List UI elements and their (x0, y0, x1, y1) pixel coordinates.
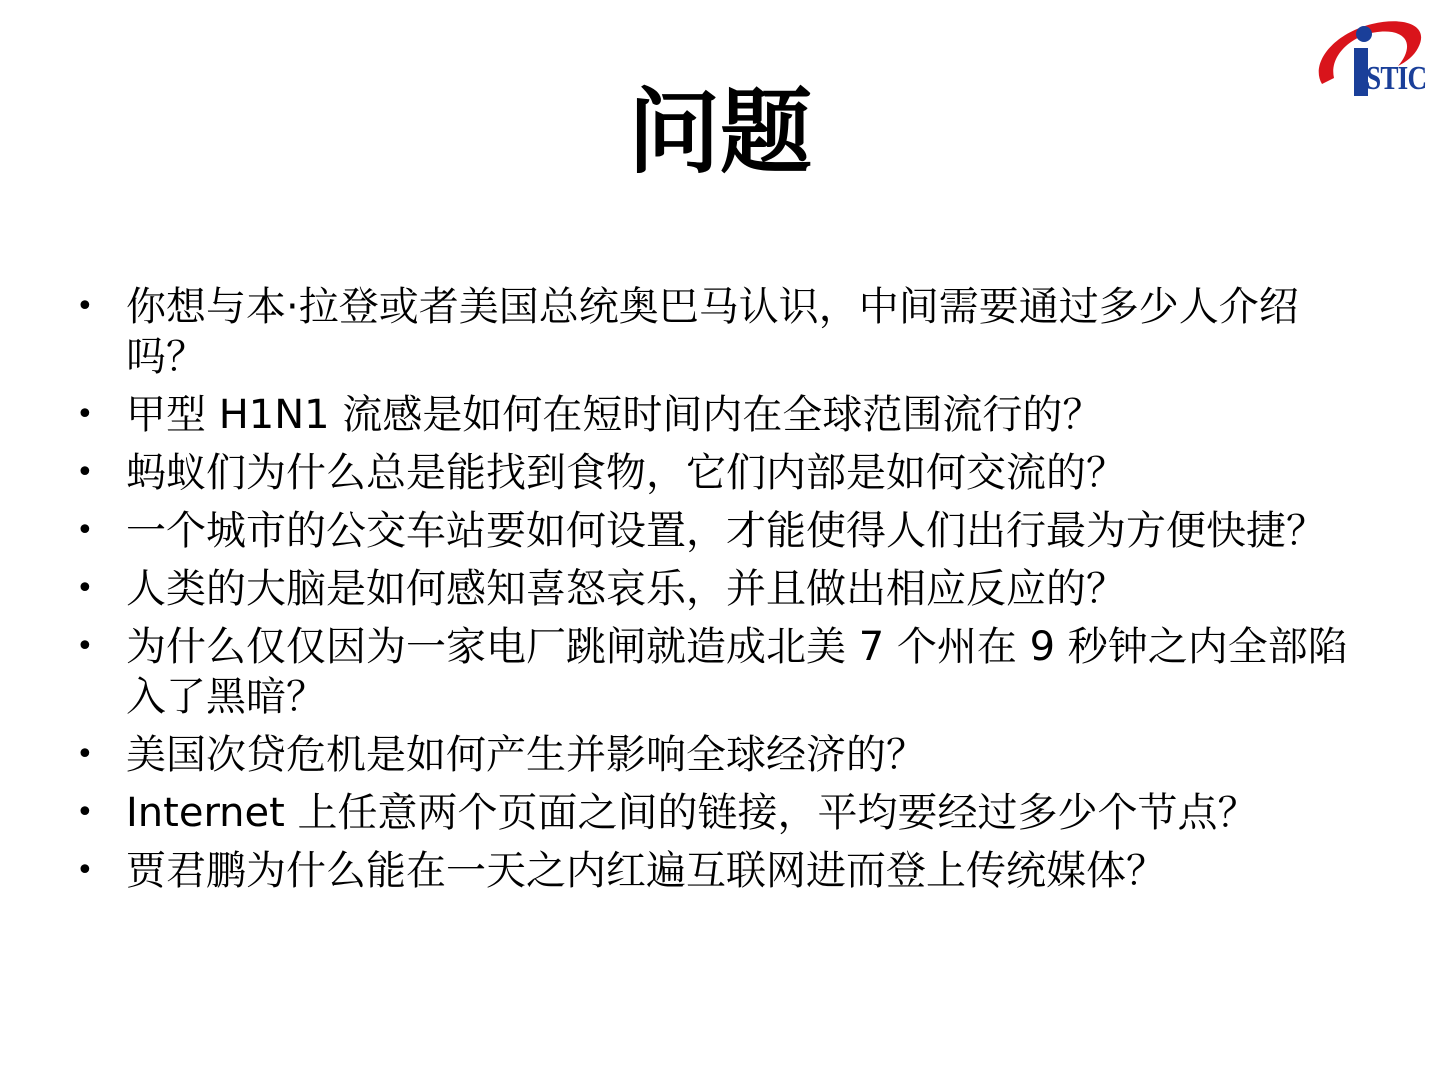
logo-text: STIC (1366, 60, 1427, 97)
bullet-icon: • (76, 795, 94, 830)
list-item (72, 506, 1372, 556)
bullet-text: 甲型 H1N1 流感是如何在短时间内在全球范围流行的？ (126, 392, 1103, 438)
bullet-text: 美国次贷危机是如何产生并影响全球经济的？ (126, 732, 926, 778)
list-item (72, 730, 1372, 780)
bullet-text: 贾君鹏为什么能在一天之内红遍互联网进而登上传统媒体？ (126, 848, 1166, 894)
list-item (72, 564, 1372, 614)
bullet-icon: • (76, 571, 94, 606)
bullet-text: 人类的大脑是如何感知喜怒哀乐，并且做出相应反应的？ (126, 566, 1126, 612)
bullet-text: 你想与本·拉登或者美国总统奥巴马认识，中间需要通过多少人介绍吗？ (126, 284, 1299, 380)
bullet-icon: • (76, 455, 94, 490)
list-item (72, 448, 1372, 498)
bullet-icon: • (76, 629, 94, 664)
bullet-text: Internet 上任意两个页面之间的链接，平均要经过多少个节点？ (126, 790, 1258, 836)
list-item (72, 846, 1372, 896)
bullet-icon: • (76, 513, 94, 548)
bullet-text: 一个城市的公交车站要如何设置，才能使得人们出行最为方便快捷？ (126, 508, 1326, 554)
list-item (72, 390, 1372, 440)
list-item (72, 282, 1372, 382)
bullet-icon: • (76, 737, 94, 772)
bullet-list (72, 282, 1372, 904)
list-item (72, 788, 1372, 838)
list-item (72, 622, 1372, 722)
bullet-icon: • (76, 397, 94, 432)
slide-title: 问题 (627, 79, 812, 186)
bullet-text: 蚂蚁们为什么总是能找到食物，它们内部是如何交流的？ (126, 450, 1126, 496)
bullet-icon: • (76, 853, 94, 888)
bullet-text: 为什么仅仅因为一家电厂跳闸就造成北美 7 个州在 9 秒钟之内全部陷入了黑暗？ (126, 624, 1348, 720)
bullet-icon: • (76, 289, 94, 324)
